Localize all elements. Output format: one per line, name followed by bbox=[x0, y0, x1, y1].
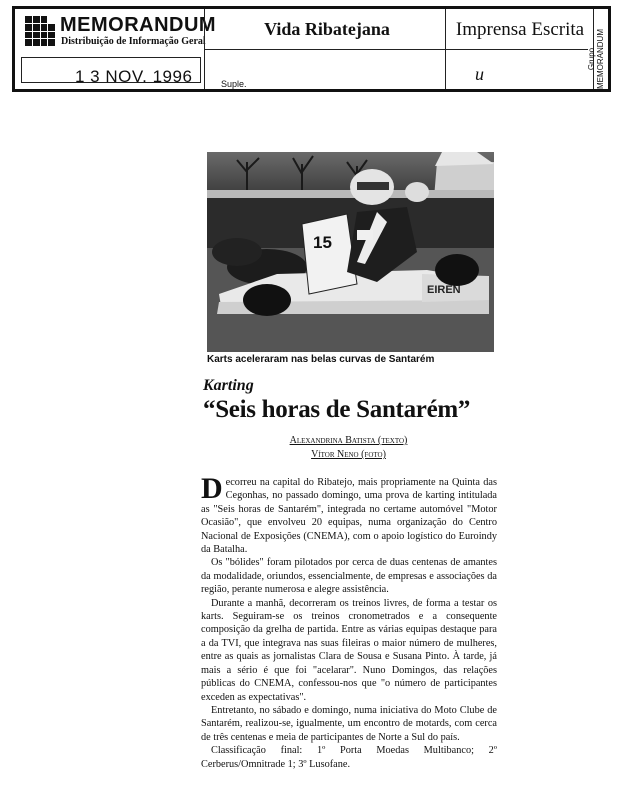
dropcap: D bbox=[201, 472, 223, 505]
clipping-date: 1 3 NOV. 1996 bbox=[75, 67, 193, 86]
publication-name: Vida Ribatejana bbox=[264, 19, 390, 39]
brand-name: MEMORANDUM bbox=[60, 14, 217, 36]
page-mark: u bbox=[475, 64, 484, 84]
karting-photo bbox=[207, 152, 494, 352]
side-label: Grupo MEMORANDUM bbox=[587, 29, 605, 89]
svg-text:EIREN: EIREN bbox=[427, 284, 461, 296]
brand-subtitle: Distribuição de Informação Geral bbox=[61, 36, 206, 47]
headline: “Seis horas de Santarém” bbox=[203, 396, 471, 423]
media-type: Imprensa Escrita bbox=[455, 19, 585, 40]
paragraph: Durante a manhã, decorreram os treinos livres, de forma a testar os karts. Seguiram-se os treinos cronometrados e a consequente composição da grelha de partida. Entre as várias equipas destaque para a da TVI, que integrava nas suas fileiras o maior número de mulheres, entre as quais as jornalistas Clara de Sousa e Susana Pinto. À tarde, já mais a sério é que foi "acelarar". Nuno Domingos, das relações públicas do CNEMA, confessou-nos que "o número de participantes exceden as expectativas". bbox=[201, 597, 497, 703]
paragraph: Entretanto, no sábado e domingo, numa iniciativa do Moto Clube de Santarém, realizou-se, igualmente, um encontro de motards, com cerca de três centenas e meia de participantes de Norte a Sul do país. bbox=[201, 704, 497, 743]
paragraph: Os "bólides" foram pilotados por cerca de duas centenas de amantes da modalidade, oriundos, essencialmente, de empresas e associações da região, perante numerosa e alegre assistência. bbox=[201, 557, 497, 596]
kart-number: 15 bbox=[313, 233, 332, 252]
memorandum-logo-icon bbox=[25, 16, 55, 46]
divider bbox=[204, 49, 588, 50]
byline-photo: Vítor Neno (foto) bbox=[311, 449, 386, 460]
supplement-label: Suple. bbox=[221, 79, 247, 89]
byline-text: Alexandrina Batista (texto) bbox=[289, 435, 408, 446]
kart-photo-image bbox=[207, 152, 494, 352]
section-label: Karting bbox=[203, 377, 254, 394]
photo-caption: Karts aceleraram nas belas curvas de Santarém bbox=[207, 354, 435, 365]
paragraph: Decorreu na capital do Ribatejo, mais propriamente na Quinta das Cegonhas, no passado domingo, uma prova de karting intitulada as "Seis horas de Santarém", integrada no certame automóvel "Motor Ocasião", que envolveu 20 equipas, numa organização do Centro Nacional de Exposições (CNEMA), com o apoio logístico do Euroindy da Batalha. bbox=[201, 472, 497, 556]
article-body bbox=[201, 472, 497, 771]
clipping-header bbox=[12, 6, 611, 92]
paragraph: Classificação final: 1º Porta Moedas Multibanco; 2º Cerberus/Omnitrade 1; 3º Lusofane. bbox=[201, 745, 497, 770]
